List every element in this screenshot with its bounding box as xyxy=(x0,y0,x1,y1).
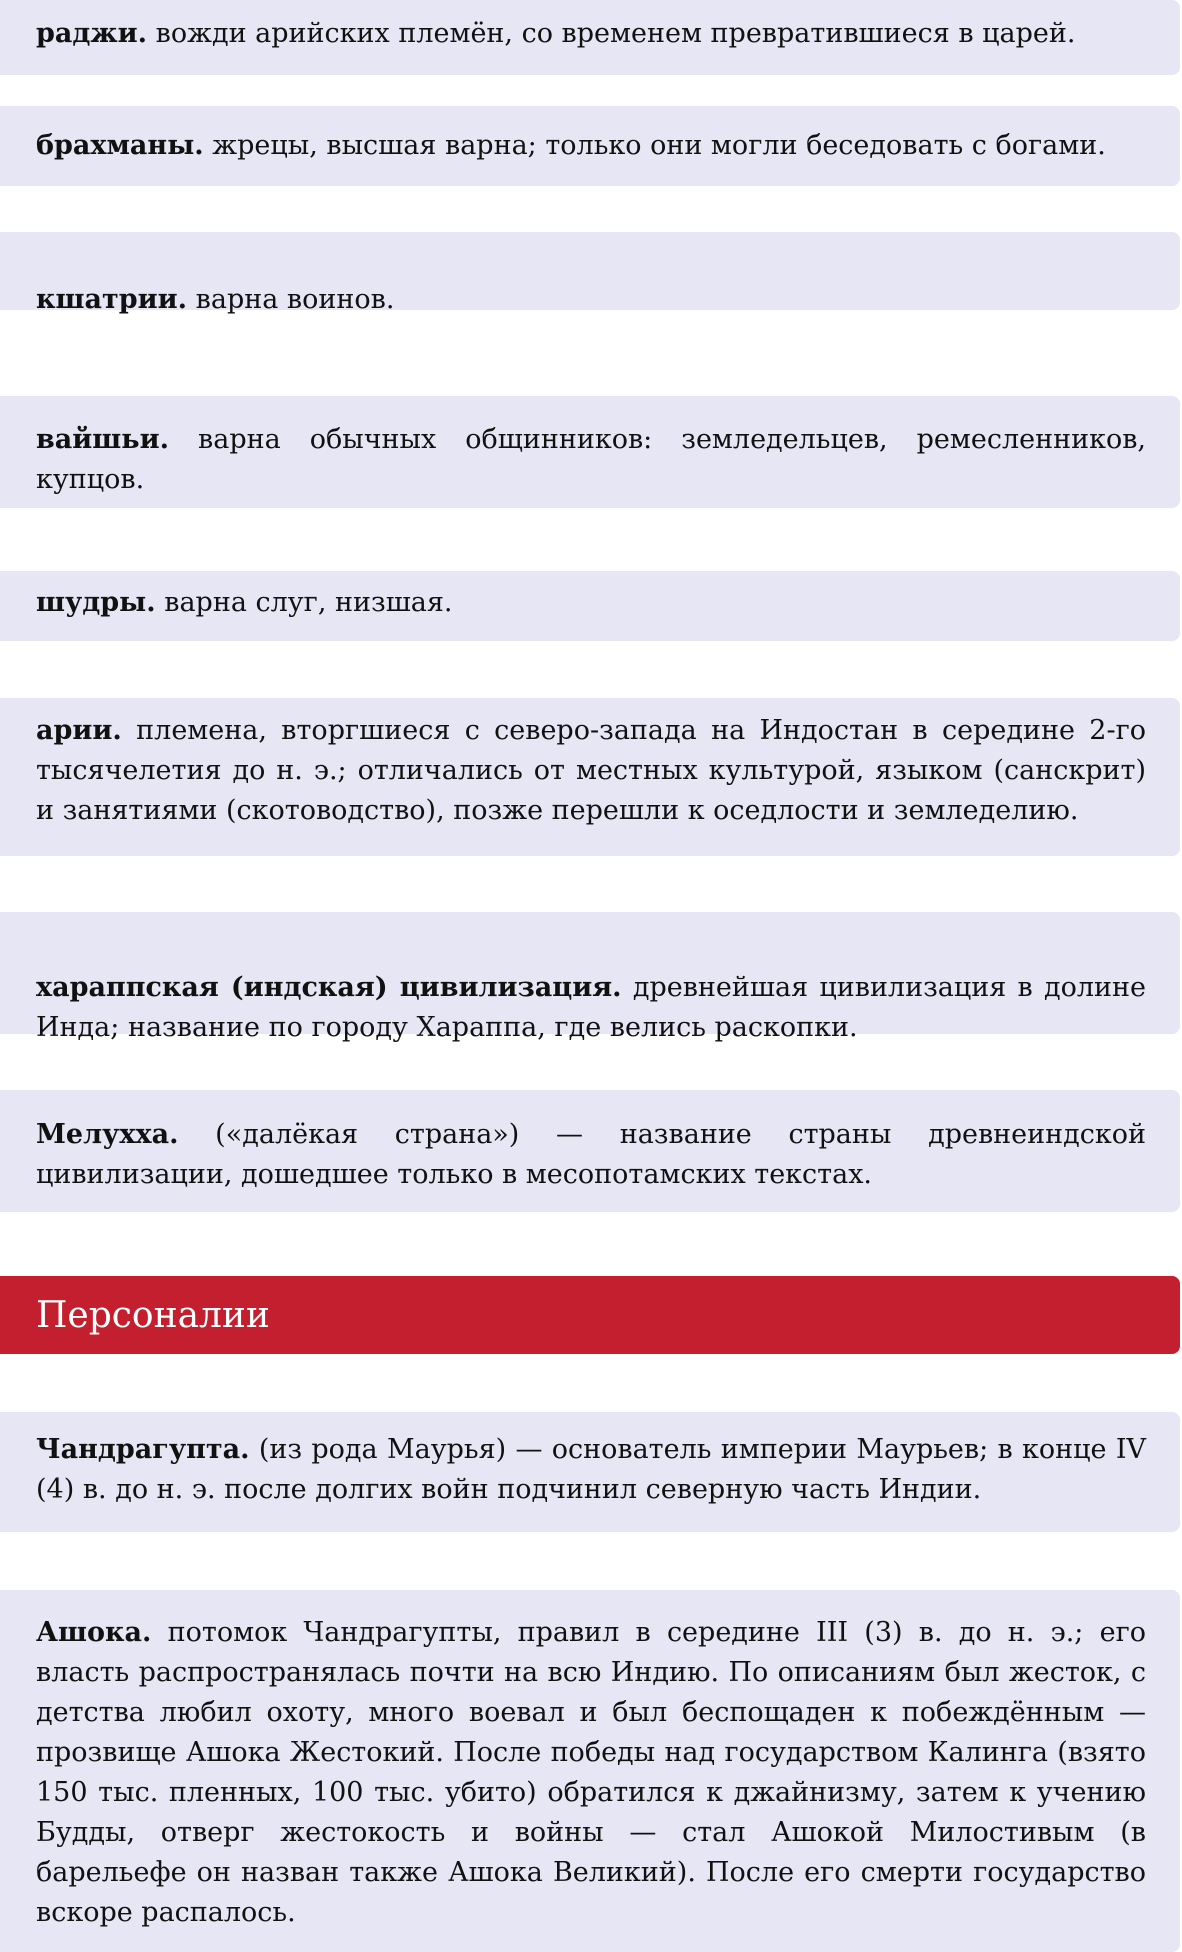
entry-definition: потомок Чандрагупты, правил в середине III (3) в. до н. э.; его власть распространялась почти на всю Индию. По описаниям был жесток, с детства любил охоту, много воевал и был беспощаден к побеждённым — прозвище Ашока Жестокий. После победы над государством Калинга (взято 150 тыс. пленных, 100 тыс. убито) обратился к джайнизму, затем к учению Будды, отверг жестокость и войны — стал Ашокой Милостивым (в барельефе он назван также Ашока Великий). После его смерти государство вскоре распалось. xyxy=(36,1617,1146,1928)
entry-definition: племена, вторгшиеся с северо-запада на Индостан в середине 2-го тысячелетия до н. э.; отличались от местных культурой, языком (санскрит) и занятиями (скотоводство), позже перешли к оседлости и земледелию. xyxy=(36,715,1146,826)
entry-term: брахманы. xyxy=(36,130,204,161)
entry-term: Чандрагупта. xyxy=(36,1434,250,1465)
entry-term: раджи. xyxy=(36,18,148,49)
entry-definition: (из рода Маурья) — основатель империи Маурьев; в конце IV (4) в. до н. э. после долгих войн подчинил северную часть Индии. xyxy=(36,1434,1146,1505)
entry-text xyxy=(36,126,1146,166)
glossary-entry-kshatrii xyxy=(0,232,1180,315)
entry-definition: варна обычных общинников: земледельцев, ремесленников, купцов. xyxy=(36,424,1146,495)
entry-text xyxy=(36,1430,1146,1510)
entry-text xyxy=(36,280,1146,320)
entry-text xyxy=(36,968,1146,1048)
glossary-entry-harappa xyxy=(0,912,1180,1043)
entry-term: арии. xyxy=(36,715,122,746)
entry-definition: («далёкая страна») — название страны древнеиндской цивилизации, дошедшее только в месопотамских текстах. xyxy=(36,1119,1146,1190)
glossary-entry-brahmany xyxy=(0,106,1180,186)
glossary-entry-radzhi xyxy=(0,0,1180,75)
person-entry-ashoka xyxy=(0,1590,1180,1952)
entry-text xyxy=(36,420,1146,500)
entry-definition: варна слуг, низшая. xyxy=(164,587,453,618)
entry-definition: варна воинов. xyxy=(195,284,395,315)
entry-term: хараппская (индская) цивилизация. xyxy=(36,972,622,1003)
entry-term: шудры. xyxy=(36,587,156,618)
entry-definition: древнейшая цивилизация в долине Инда; название по городу Хараппа, где велись раскопки. xyxy=(36,972,1146,1043)
glossary-entry-shudry xyxy=(0,571,1180,641)
entry-text xyxy=(36,1613,1146,1933)
glossary-entry-arii xyxy=(0,698,1180,856)
entry-text xyxy=(36,711,1146,831)
entry-term: Ашока. xyxy=(36,1617,152,1648)
section-title: Персоналии xyxy=(36,1294,270,1336)
entry-term: Мелухха. xyxy=(36,1119,179,1150)
glossary-entry-vaishi xyxy=(0,396,1180,508)
entry-term: вайшьи. xyxy=(36,424,170,455)
entry-text xyxy=(36,583,1146,623)
glossary-entry-meluhha xyxy=(0,1090,1180,1212)
entry-definition: вожди арийских племён, со временем превратившиеся в царей. xyxy=(155,18,1076,49)
section-header-persons xyxy=(0,1276,1180,1354)
person-entry-chandragupta xyxy=(0,1412,1180,1532)
entry-term: кшатрии. xyxy=(36,284,188,315)
entry-text xyxy=(36,1115,1146,1195)
entry-text xyxy=(36,14,1146,54)
entry-definition: жрецы, высшая варна; только они могли беседовать с богами. xyxy=(212,130,1106,161)
